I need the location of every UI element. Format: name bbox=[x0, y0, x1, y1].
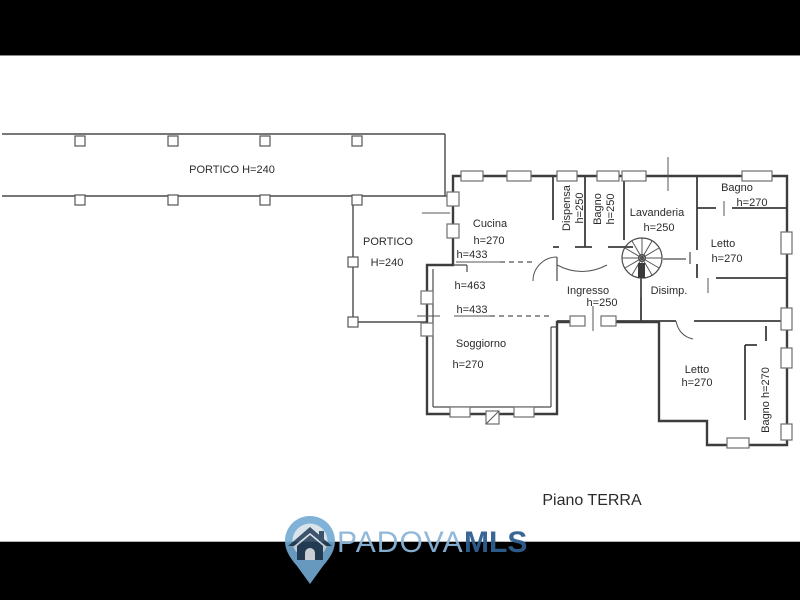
room-height-lavanderia: h=250 bbox=[643, 222, 675, 234]
room-height-dispensa: h=250 bbox=[574, 192, 586, 224]
room-height-cucina: h=270 bbox=[473, 235, 505, 247]
room-label-bagno-est: Bagno bbox=[721, 182, 753, 194]
dim-label-2: h=463 bbox=[454, 280, 486, 292]
portico-structure bbox=[2, 134, 453, 327]
room-label-ingresso: Ingresso bbox=[566, 285, 610, 297]
room-label-bagno-nord: Bagno bbox=[592, 193, 604, 225]
dim-label-1: h=433 bbox=[456, 249, 488, 261]
watermark-logo bbox=[285, 516, 527, 584]
room-height-letto-sud: h=270 bbox=[681, 377, 713, 389]
room-label-soggiorno: Soggiorno bbox=[455, 338, 507, 350]
brand-text-padova: PADOVA bbox=[337, 526, 464, 559]
room-label-disimpegno: Disimp. bbox=[650, 285, 688, 297]
room-label-letto-sud: Letto bbox=[684, 364, 710, 376]
entry-door-symbol bbox=[486, 411, 499, 424]
brand-text-mls: MLS bbox=[464, 526, 528, 559]
room-label-bagno-sud: Bagno h=270 bbox=[760, 367, 772, 433]
room-labels bbox=[189, 164, 772, 509]
room-height-bagno-est: h=270 bbox=[736, 197, 768, 209]
room-label-cucina: Cucina bbox=[472, 218, 508, 230]
room-label-letto-est: Letto bbox=[710, 238, 736, 250]
room-height-ingresso: h=250 bbox=[586, 297, 618, 309]
room-height-bagno-nord: h=250 bbox=[605, 193, 617, 225]
floor-title: Piano TERRA bbox=[542, 492, 642, 509]
label-portico-side-h: H=240 bbox=[370, 257, 404, 269]
label-portico-top: PORTICO H=240 bbox=[189, 164, 275, 176]
dim-label-3: h=433 bbox=[456, 304, 488, 316]
location-pin-icon bbox=[285, 516, 335, 584]
room-height-letto-est: h=270 bbox=[711, 253, 743, 265]
room-label-dispensa: Dispensa bbox=[561, 185, 573, 231]
room-label-lavanderia: Lavanderia bbox=[629, 207, 685, 219]
room-height-soggiorno: h=270 bbox=[452, 359, 484, 371]
label-portico-side: PORTICO bbox=[363, 236, 413, 248]
